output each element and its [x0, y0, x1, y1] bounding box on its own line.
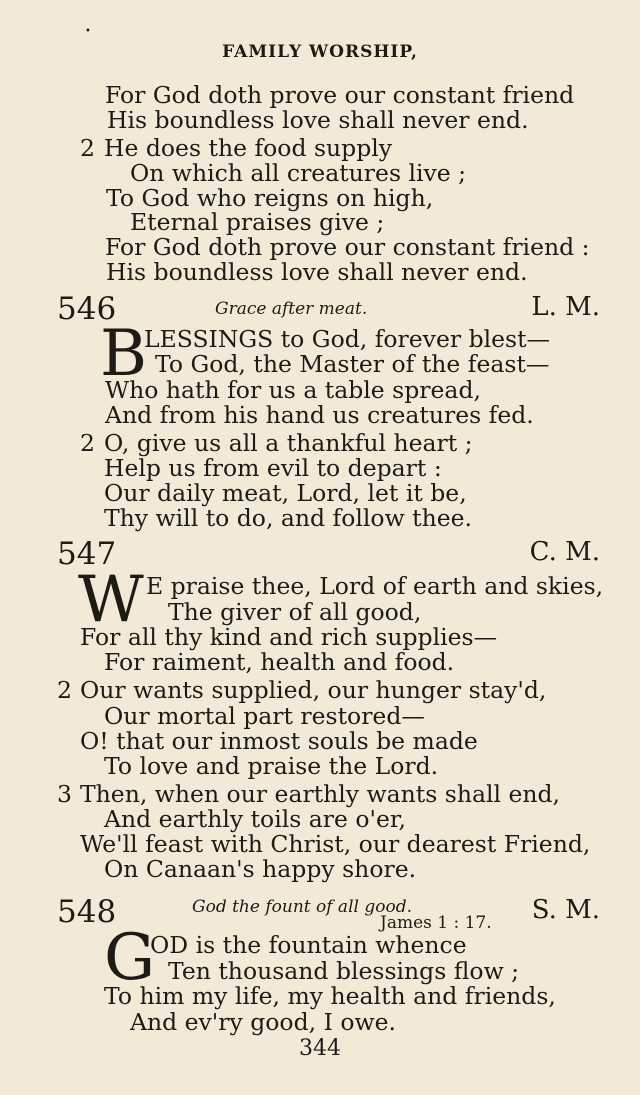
verse-line: On which all creatures live ; — [130, 159, 467, 187]
hymn-number: 548 — [57, 894, 117, 930]
verse-line: Our wants supplied, our hunger stay'd, — [80, 676, 547, 704]
print-mark: • — [85, 26, 91, 37]
drop-cap: G — [104, 921, 156, 995]
drop-cap: B — [100, 317, 148, 391]
verse-line: For God doth prove our constant friend — [105, 81, 575, 109]
verse-line: On Canaan's happy shore. — [104, 855, 417, 883]
running-head: FAMILY WORSHIP, — [222, 42, 418, 62]
verse-line: Who hath for us a table spread, — [105, 376, 481, 404]
verse-line: For God doth prove our constant friend : — [105, 233, 590, 261]
verse-line: Our daily meat, Lord, let it be, — [104, 479, 467, 507]
verse-line: For raiment, health and food. — [104, 648, 455, 676]
verse-line: We'll feast with Christ, our dearest Friend, — [80, 830, 591, 858]
verse-line: Help us from evil to depart : — [104, 454, 442, 482]
stanza-number: 2 — [57, 676, 72, 704]
verse-line: O, give us all a thankful heart ; — [104, 429, 473, 457]
verse-line: And earthly toils are o'er, — [104, 805, 407, 833]
hymn-meter: C. M. — [529, 537, 600, 567]
stanza-number: 3 — [57, 780, 72, 808]
page-number: 344 — [299, 1036, 341, 1061]
hymn-meter: S. M. — [531, 895, 600, 925]
stanza-number: 2 — [80, 429, 95, 457]
verse-line: The giver of all good, — [168, 598, 422, 626]
verse-line: LESSINGS to God, forever blest— — [144, 325, 551, 353]
verse-line: O! that our inmost souls be made — [80, 727, 478, 755]
drop-cap: W — [78, 563, 144, 637]
stanza-number: 2 — [80, 134, 95, 162]
verse-line: OD is the fountain whence — [150, 931, 467, 959]
hymn-meter: L. M. — [531, 292, 600, 322]
hymn-title: Grace after meat. — [215, 299, 368, 319]
verse-line: To God who reigns on high, — [106, 184, 434, 212]
hymn-number: 546 — [57, 291, 117, 327]
hymn-title: God the fount of all good. — [192, 897, 412, 917]
verse-line: And from his hand us creatures fed. — [105, 401, 534, 429]
verse-line: E praise thee, Lord of earth and skies, — [146, 572, 604, 600]
verse-line: To God, the Master of the feast— — [155, 350, 550, 378]
verse-line: And ev'ry good, I owe. — [130, 1008, 396, 1036]
verse-line: For all thy kind and rich supplies— — [80, 623, 498, 651]
verse-line: Eternal praises give ; — [130, 208, 385, 236]
verse-line: Ten thousand blessings flow ; — [168, 957, 520, 985]
verse-line: To him my life, my health and friends, — [104, 982, 556, 1010]
hymn-number: 547 — [57, 536, 117, 572]
verse-line: His boundless love shall never end. — [107, 106, 529, 134]
verse-line: Thy will to do, and follow thee. — [104, 504, 473, 532]
verse-line: He does the food supply — [104, 134, 393, 162]
verse-line: Then, when our earthly wants shall end, — [80, 780, 561, 808]
scripture-reference: James 1 : 17. — [380, 913, 492, 933]
verse-line: To love and praise the Lord. — [104, 752, 439, 780]
verse-line: Our mortal part restored— — [104, 702, 425, 730]
verse-line: His boundless love shall never end. — [106, 258, 528, 286]
